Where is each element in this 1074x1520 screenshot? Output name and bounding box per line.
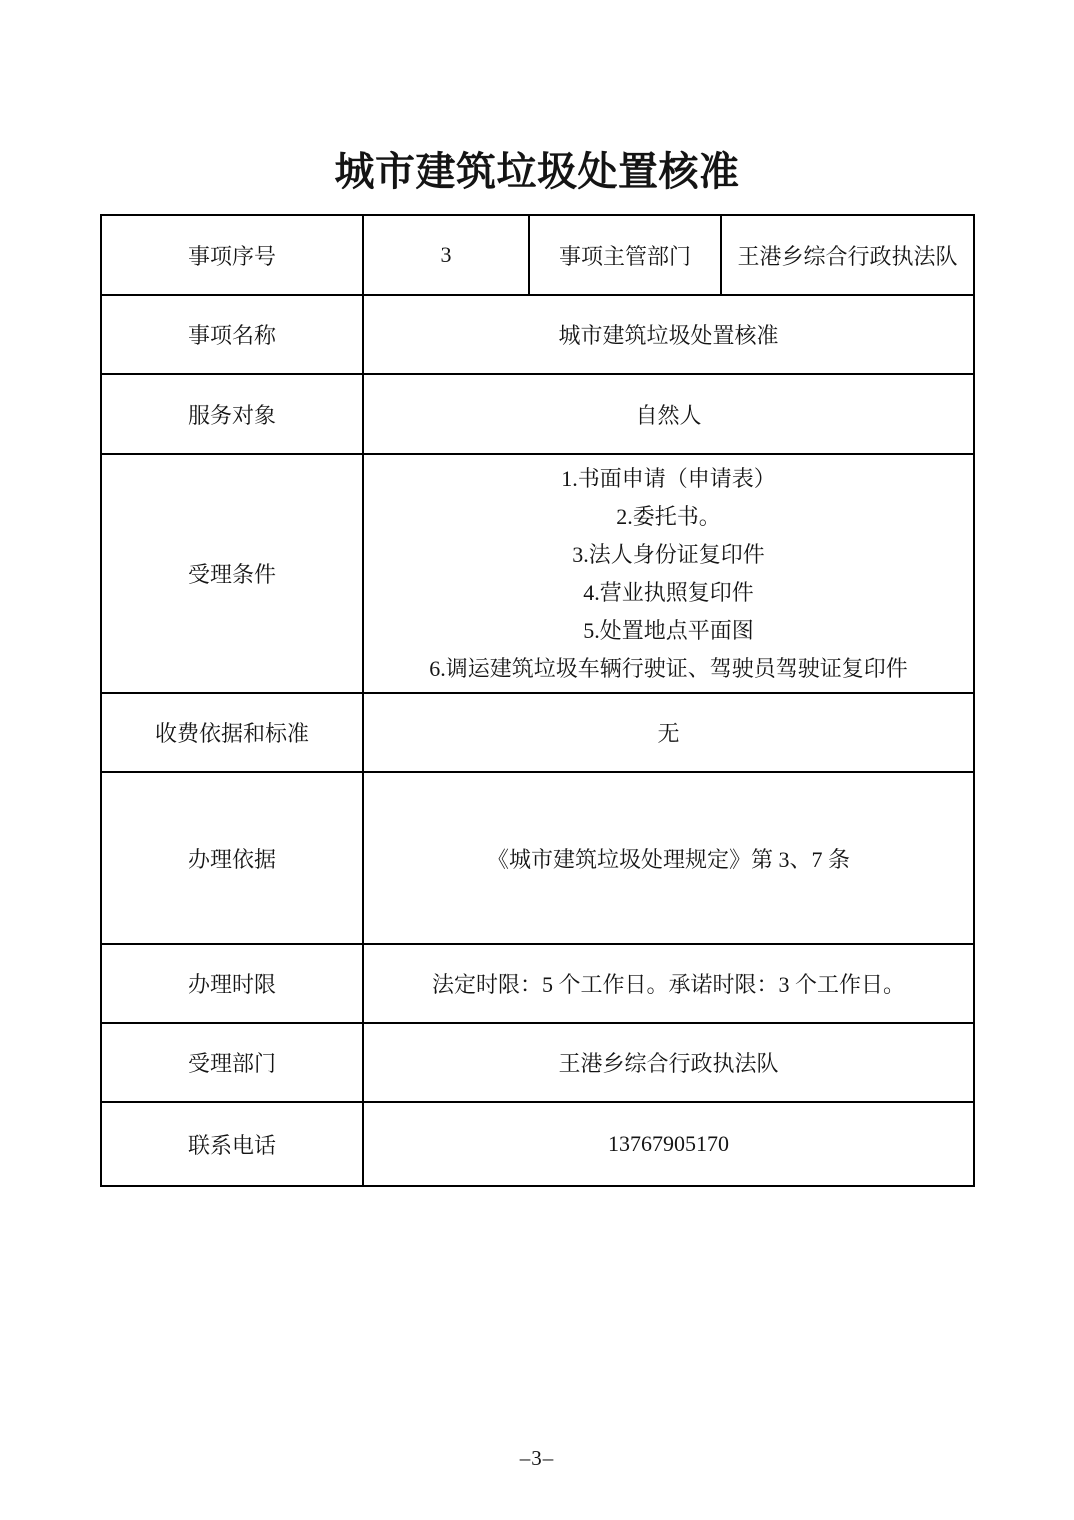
value-supervising-department: 王港乡综合行政执法队 (721, 215, 974, 295)
value-item-name: 城市建筑垃圾处置核准 (363, 295, 974, 374)
value-acceptance-conditions (363, 454, 974, 693)
condition-line-1: 1.书面申请（申请表） (561, 465, 776, 491)
label-fee-basis: 收费依据和标准 (101, 693, 363, 772)
label-handling-time-limit: 办理时限 (101, 944, 363, 1023)
table-row-accepting-department (101, 1023, 974, 1102)
condition-line-5: 5.处置地点平面图 (583, 617, 754, 643)
label-accepting-department: 受理部门 (101, 1023, 363, 1102)
label-contact-phone: 联系电话 (101, 1102, 363, 1186)
page-number: –3– (519, 1446, 555, 1470)
value-handling-time-limit: 法定时限：5 个工作日。承诺时限：3 个工作日。 (363, 944, 974, 1023)
value-fee-basis: 无 (363, 693, 974, 772)
table-row-item-name (101, 295, 974, 374)
table-row-service-target (101, 374, 974, 454)
condition-line-6: 6.调运建筑垃圾车辆行驶证、驾驶员驾驶证复印件 (429, 655, 908, 681)
table-row-fee-basis (101, 693, 974, 772)
table-row-acceptance-conditions (101, 454, 974, 693)
value-item-number: 3 (363, 215, 529, 295)
condition-line-2: 2.委托书。 (616, 503, 721, 529)
condition-line-3: 3.法人身份证复印件 (572, 541, 765, 567)
value-service-target: 自然人 (363, 374, 974, 454)
value-contact-phone: 13767905170 (363, 1102, 974, 1186)
value-accepting-department: 王港乡综合行政执法队 (363, 1023, 974, 1102)
condition-line-4: 4.营业执照复印件 (583, 579, 754, 605)
info-table (100, 214, 975, 1187)
label-handling-basis: 办理依据 (101, 772, 363, 944)
page-title: 城市建筑垃圾处置核准 (334, 149, 740, 194)
value-handling-basis: 《城市建筑垃圾处理规定》第 3、7 条 (363, 772, 974, 944)
label-supervising-department: 事项主管部门 (529, 215, 721, 295)
label-item-name: 事项名称 (101, 295, 363, 374)
table-row-contact-phone (101, 1102, 974, 1186)
label-acceptance-conditions: 受理条件 (101, 454, 363, 693)
table-row-handling-basis (101, 772, 974, 944)
label-item-number: 事项序号 (101, 215, 363, 295)
label-service-target: 服务对象 (101, 374, 363, 454)
table-row-handling-time-limit (101, 944, 974, 1023)
table-row-item-number (101, 215, 974, 295)
